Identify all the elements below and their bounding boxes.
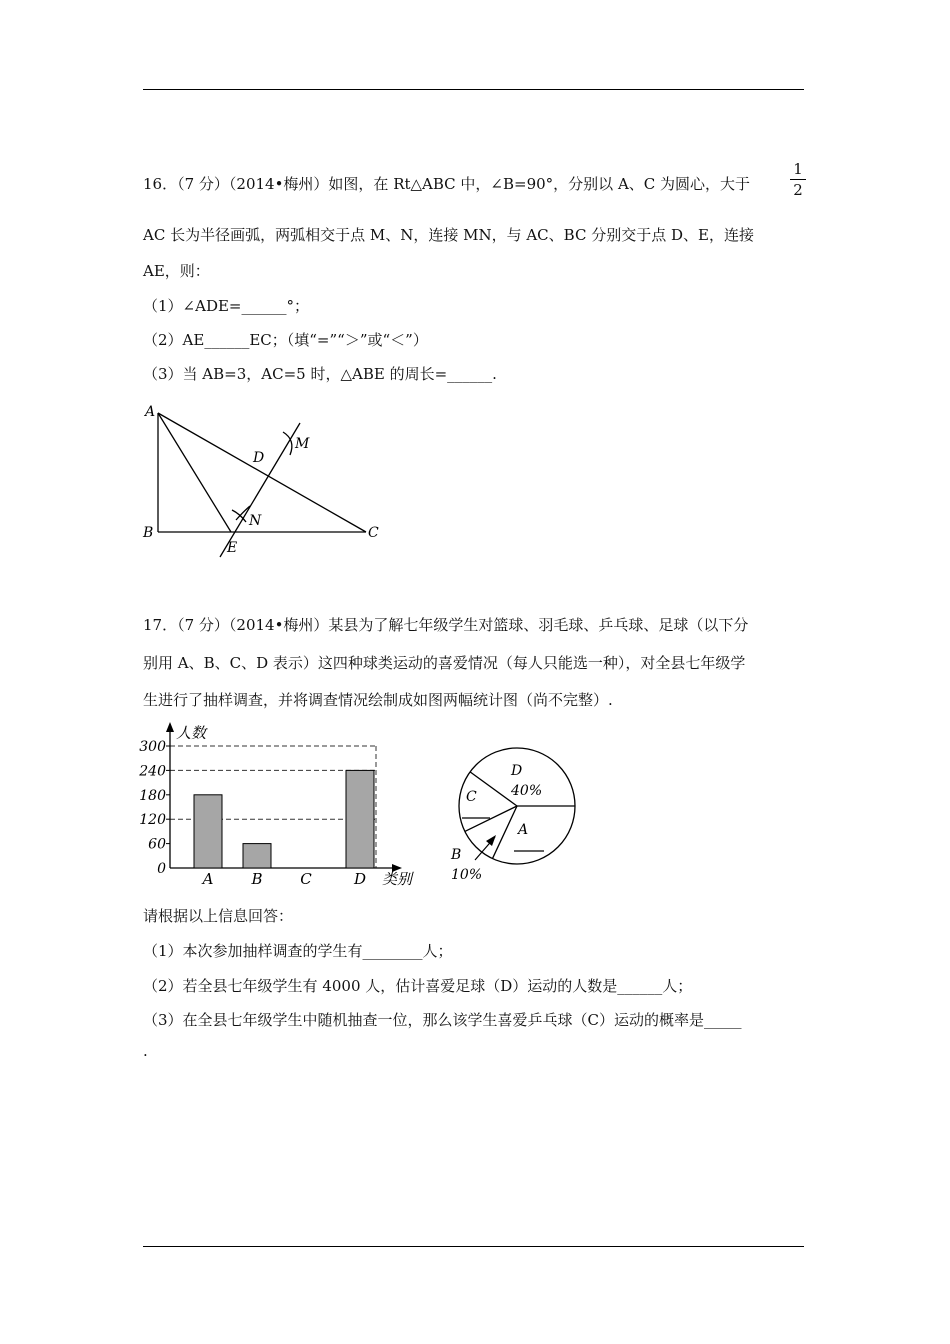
pie-label-d: D (511, 763, 523, 779)
q17-line3: 生进行了抽样调查，并将调查情况绘制成如图两幅统计图（尚不完整）. (143, 691, 613, 709)
pie-chart (440, 725, 610, 895)
y-tick-label: 300 (139, 739, 166, 755)
y-tick-label: 0 (157, 861, 166, 877)
q17-part1: （1）本次参加抽样调查的学生有________人； (143, 942, 453, 960)
q17-part3: （3）在全县七年级学生中随机抽查一位，那么该学生喜爱乒乓球（C）运动的概率是_____ (143, 1011, 742, 1029)
pie-label-a: A (518, 822, 529, 838)
q17-prompt: 请根据以上信息回答： (143, 907, 294, 925)
category-label-c: C (300, 870, 312, 888)
q17-line1: 17．（7 分）（2014•梅州）某县为了解七年级学生对篮球、羽毛球、乒乓球、足球（以下分 (143, 616, 749, 634)
label-b: B (143, 525, 154, 541)
bar-ylabel: 人数 (176, 724, 207, 742)
q17-part3-end: . (143, 1042, 148, 1060)
segment-ac (158, 413, 366, 532)
q16-line1: 16．（7 分）（2014•梅州）如图，在 Rt△ABC 中，∠B=90°，分别以 A、C 为圆心，大于 (143, 175, 751, 193)
category-label-b: B (251, 870, 263, 888)
y-tick-label: 60 (148, 836, 166, 853)
bar-categories (201, 870, 366, 888)
y-tick-label: 240 (139, 763, 166, 780)
bar-xlabel: 类别 (382, 870, 413, 888)
y-tick-label: 180 (139, 787, 166, 804)
y-tick-label: 120 (139, 812, 166, 829)
label-c: C (368, 525, 379, 541)
label-a: A (145, 404, 156, 420)
q16-part3: （3）当 AB=3，AC=5 时，△ABE 的周长=______. (143, 365, 497, 383)
pie-value-b: 10% (451, 867, 483, 883)
q17-line2: 别用 A、B、C、D 表示）这四种球类运动的喜爱情况（每人只能选一种），对全县七年级学 (143, 654, 746, 672)
q16-part2: （2）AE______EC；（填“=”“＞”或“＜”） (143, 331, 428, 349)
q16-line3: AE，则： (143, 262, 210, 280)
fraction-numerator: 1 (793, 160, 803, 178)
pie-label-c: C (466, 789, 477, 805)
q17-part2: （2）若全县七年级学生有 4000 人，估计喜爱足球（D）运动的人数是______人； (143, 977, 693, 995)
pie-divider (492, 806, 517, 859)
line-mn (220, 423, 300, 557)
fraction-denominator: 2 (793, 181, 803, 199)
bar-a (194, 795, 222, 868)
pie-divider (470, 772, 517, 806)
label-e: E (227, 540, 238, 556)
category-label-a: A (202, 870, 214, 888)
pie-value-d: 40% (511, 783, 543, 799)
label-d: D (253, 450, 265, 466)
q16-line2: AC 长为半径画弧，两弧相交于点 M、N，连接 MN，与 AC、BC 分别交于点 D、E，连接 (143, 226, 754, 244)
bar-d (346, 770, 374, 868)
label-m: M (295, 436, 310, 452)
footer-rule (143, 1246, 804, 1247)
bar-b (243, 844, 271, 868)
bar-chart (140, 720, 420, 890)
pie-label-b: B (451, 847, 462, 863)
bar-ticks (138, 739, 170, 877)
category-label-d: D (353, 870, 367, 888)
segment-ae (158, 413, 231, 532)
q16-part1: （1）∠ADE=______°； (143, 297, 309, 315)
pie-b-arrowhead (486, 835, 496, 846)
pie-divider (465, 806, 517, 831)
y-axis-arrow (166, 722, 174, 732)
label-n: N (249, 513, 262, 529)
